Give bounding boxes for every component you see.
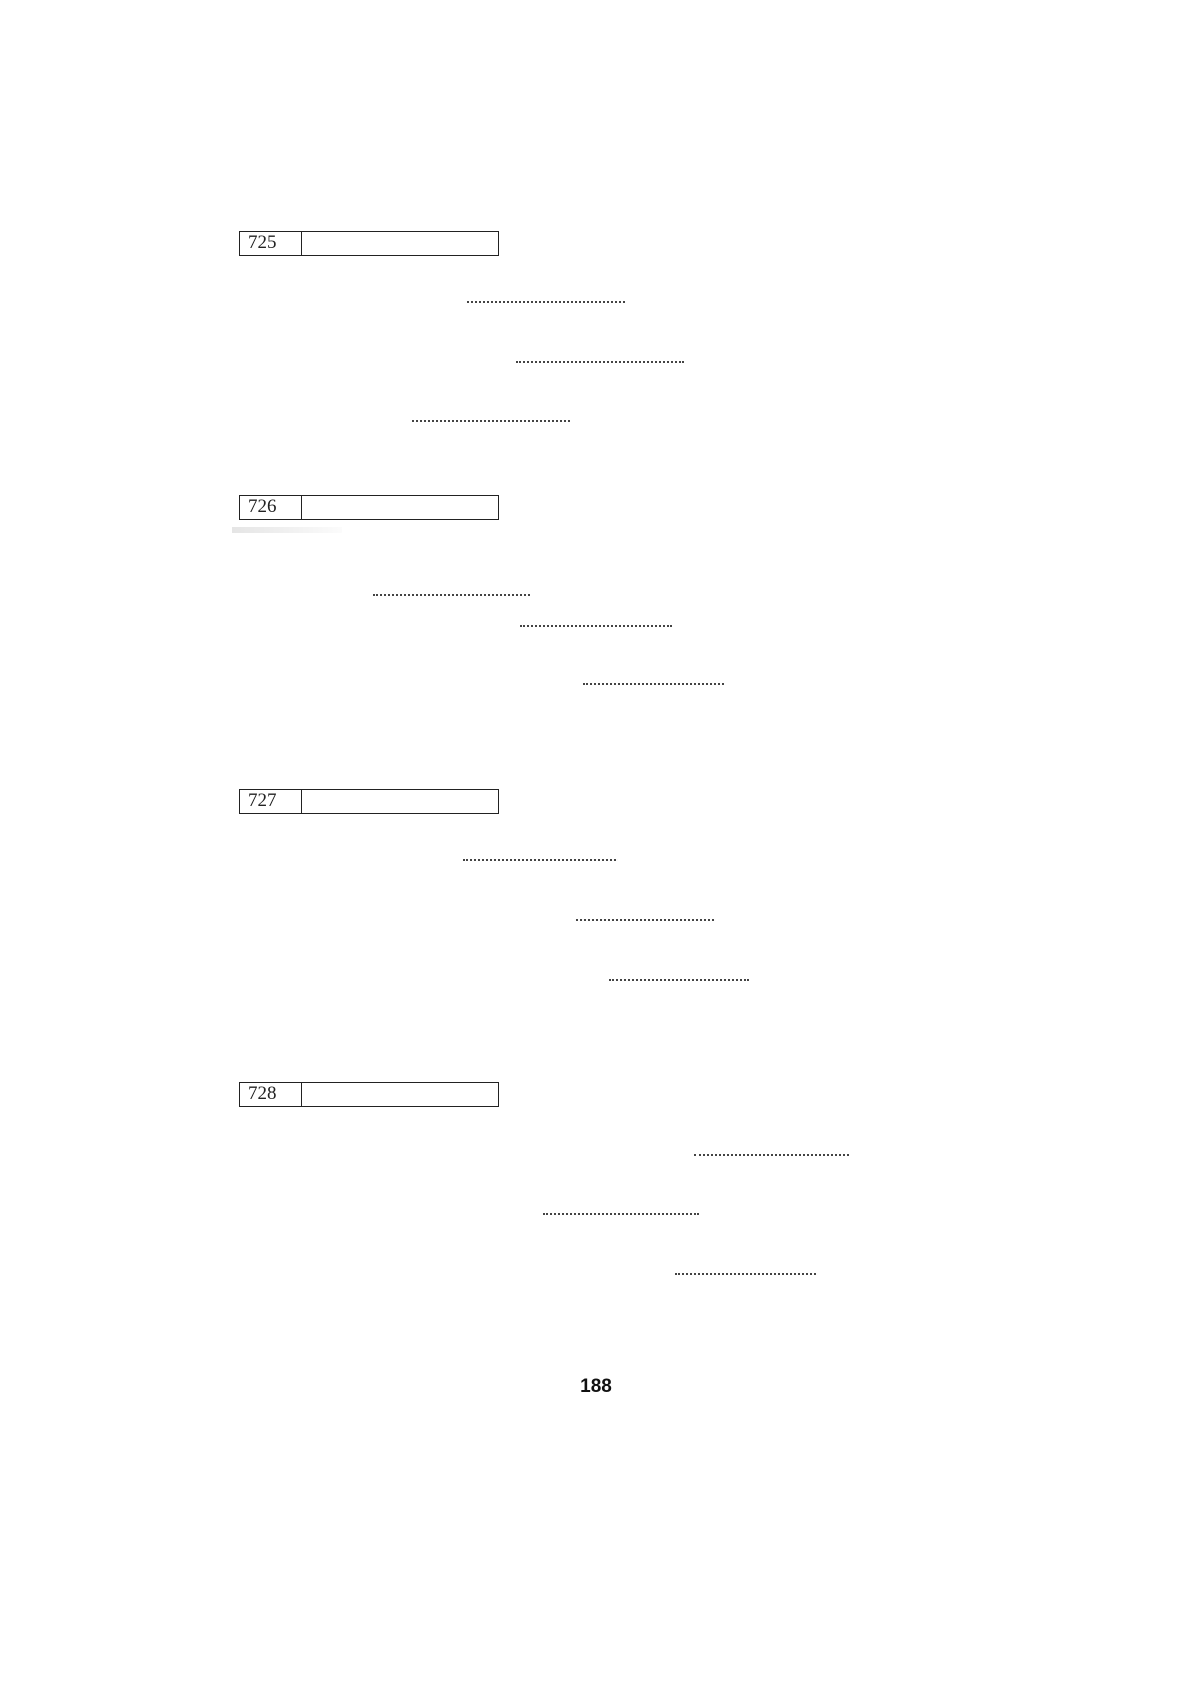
answer-blank[interactable] (609, 979, 749, 981)
answer-blank[interactable] (412, 420, 570, 422)
answer-blank[interactable] (516, 361, 684, 363)
answer-blank[interactable] (467, 301, 625, 303)
answer-blank[interactable] (576, 919, 714, 921)
answer-field[interactable] (302, 496, 498, 519)
question-number: 727 (240, 790, 302, 813)
question-box-726 (239, 495, 499, 520)
scan-smudge (232, 527, 342, 533)
answer-blank[interactable] (463, 859, 616, 861)
answer-field[interactable] (302, 232, 498, 255)
answer-blank[interactable] (543, 1213, 699, 1215)
answer-field[interactable] (302, 1083, 498, 1106)
answer-blank[interactable] (520, 625, 672, 627)
question-number: 726 (240, 496, 302, 519)
question-number: 725 (240, 232, 302, 255)
answer-blank[interactable] (675, 1273, 816, 1275)
question-box-728 (239, 1082, 499, 1107)
answer-blank[interactable] (583, 683, 724, 685)
page-number: 188 (580, 1376, 612, 1397)
question-box-727 (239, 789, 499, 814)
answer-blank[interactable] (694, 1154, 849, 1156)
answer-field[interactable] (302, 790, 498, 813)
question-box-725 (239, 231, 499, 256)
question-number: 728 (240, 1083, 302, 1106)
answer-blank[interactable] (373, 594, 530, 596)
